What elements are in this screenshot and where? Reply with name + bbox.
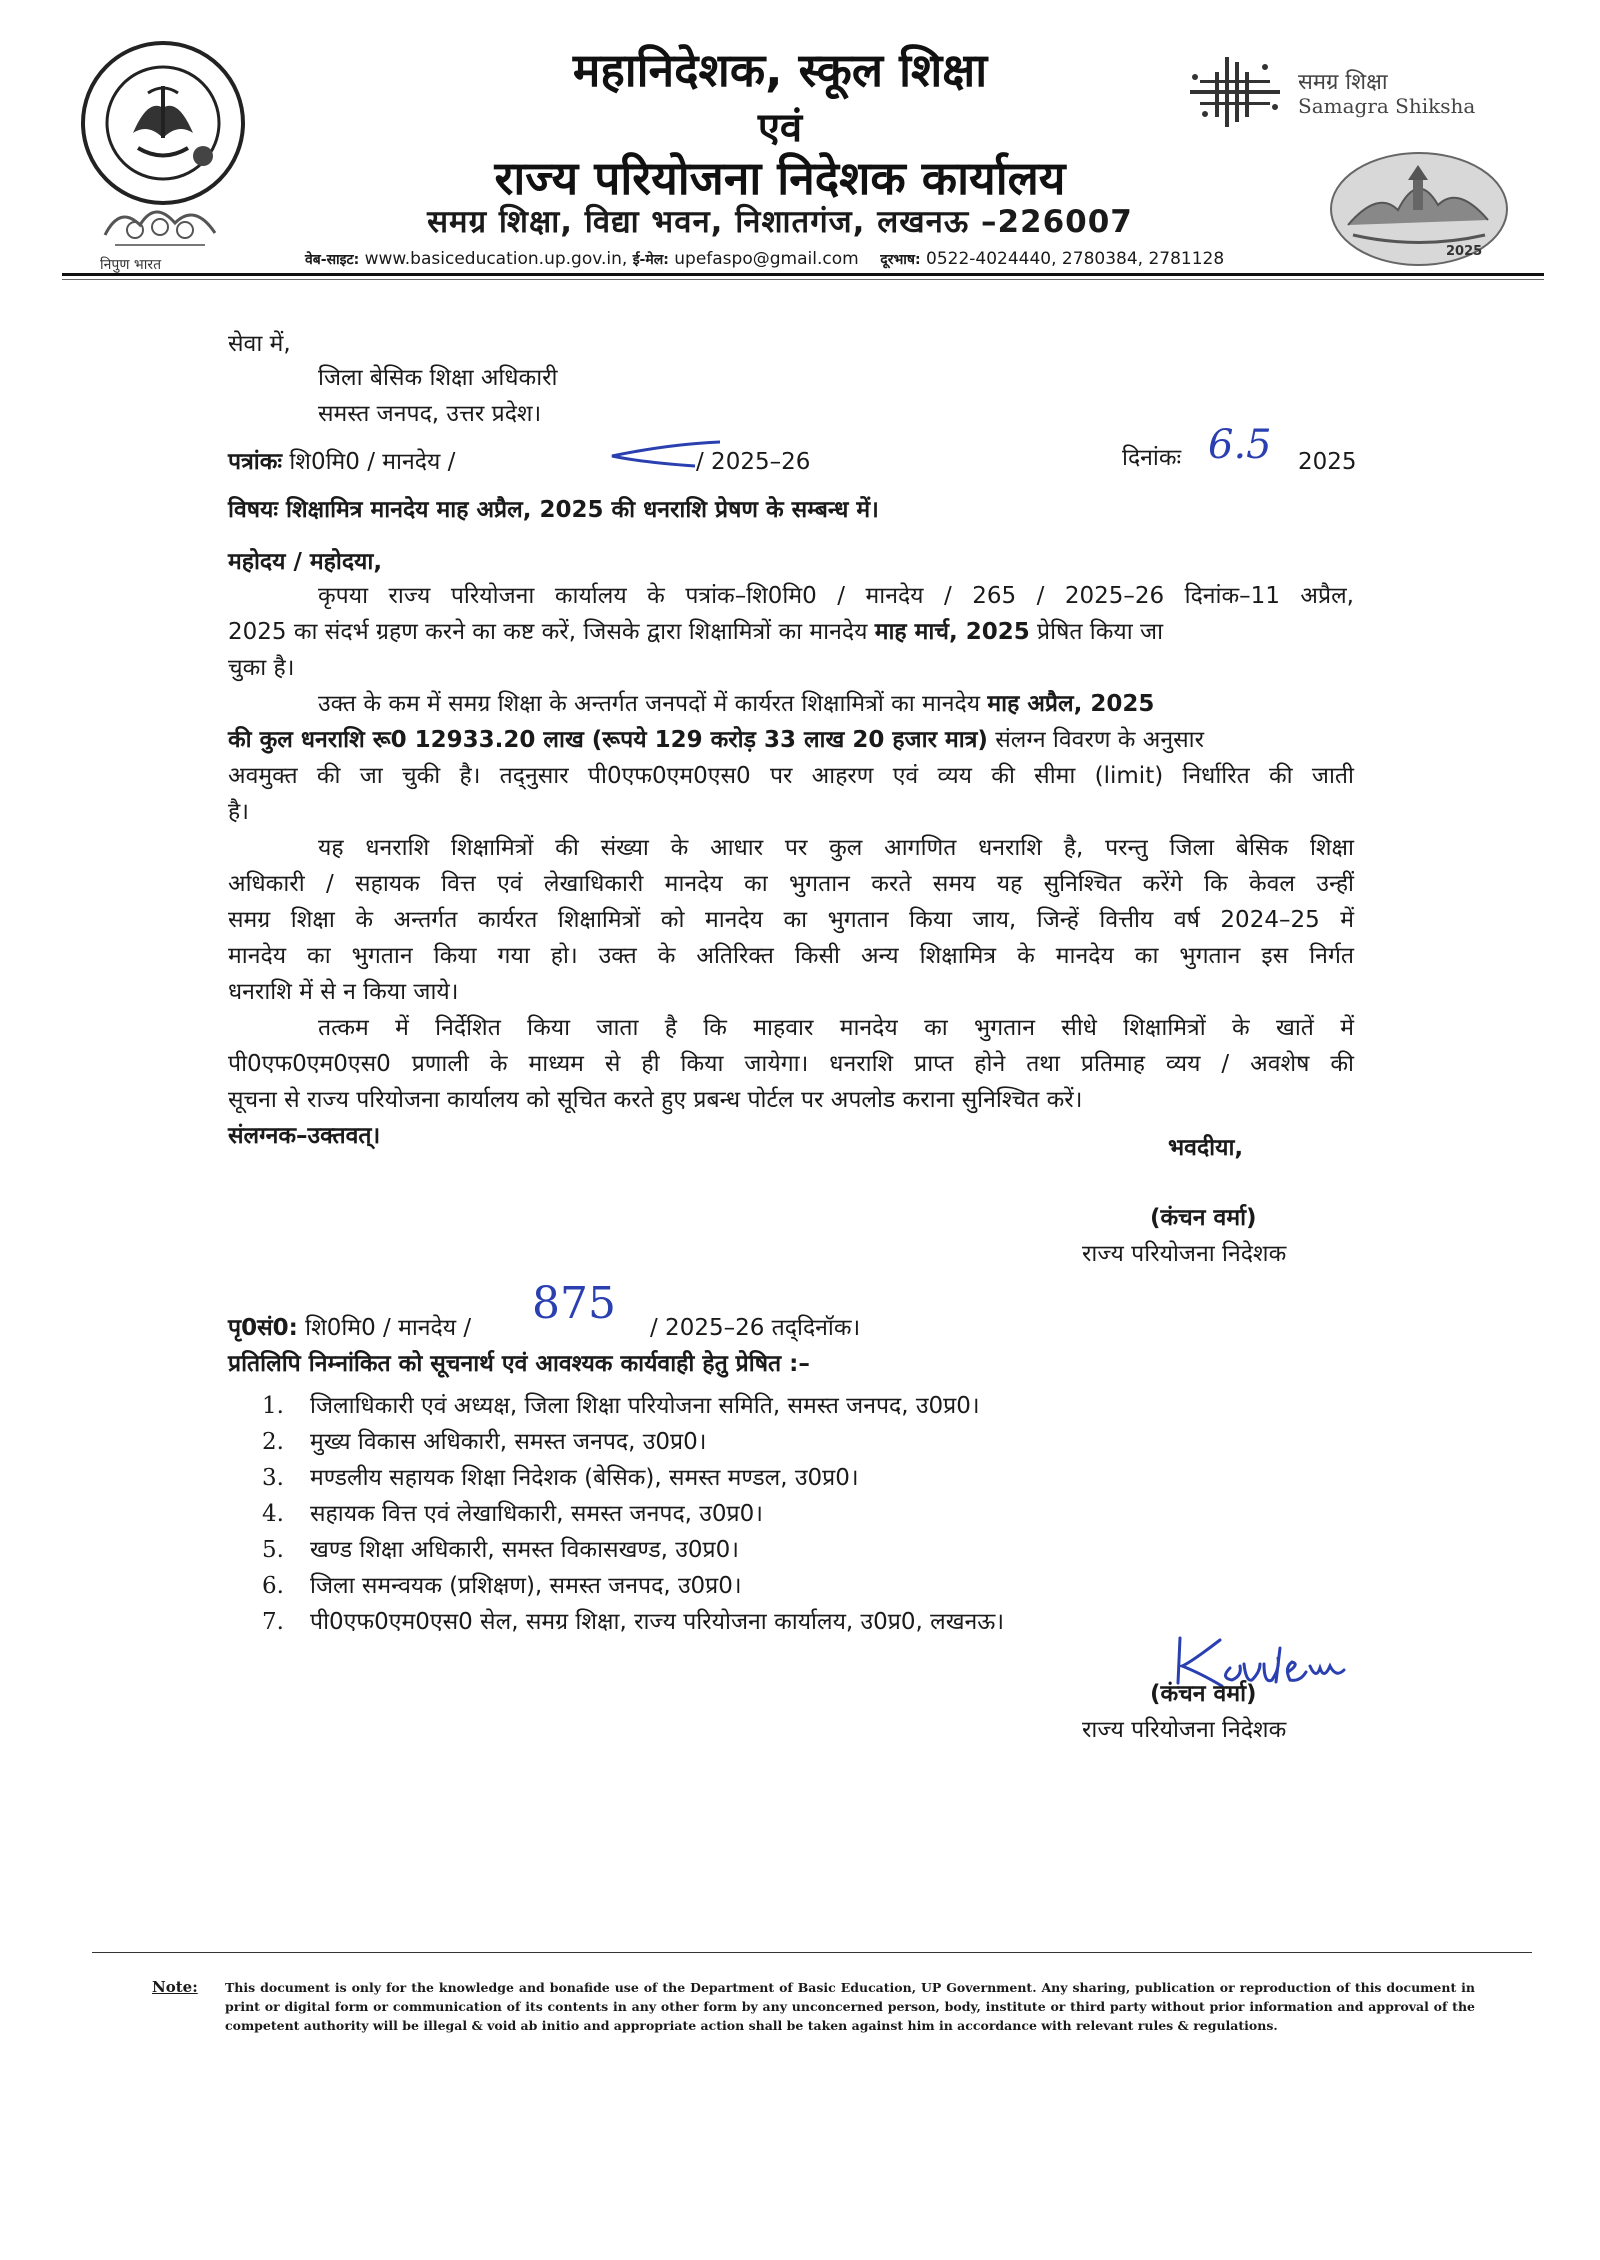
office-address: समग्र शिक्षा, विद्या भवन, निशातगंज, लखनऊ –226007 <box>427 204 1133 240</box>
list-item-text: सहायक वित्त एवं लेखाधिकारी, समस्त जनपद, उ0प्र0। <box>310 1501 763 1527</box>
website-label: वेब-साइट: <box>305 252 360 268</box>
p1-line-2-text: 2025 का संदर्भ ग्रहण करने का कष्ट करें, जिसके द्वारा शिक्षामित्रों का मानदेय <box>228 619 868 645</box>
header-divider <box>62 273 1544 276</box>
phone-label: दूरभाष: <box>880 252 921 268</box>
email-link[interactable]: upefaspo@gmail.com <box>674 249 859 269</box>
list-item-number: 1. <box>262 1393 284 1419</box>
p1-line-2-end: प्रेषित किया जा <box>1037 619 1164 645</box>
signatory-title-1: राज्य परियोजना निदेशक <box>1082 1241 1287 1267</box>
list-item-text: पी0एफ0एम0एस0 सेल, समग्र शिक्षा, राज्य परियोजना कार्यालय, उ0प्र0, लखनऊ। <box>310 1609 1005 1635</box>
date-label: दिनांकः <box>1122 445 1182 471</box>
copy-heading: प्रतिलिपि निम्नांकित को सूचनार्थ एवं आवश्यक कार्यवाही हेतु प्रेषित :– <box>228 1351 810 1377</box>
office-title-line-1: महानिदेशक, स्कूल शिक्षा <box>572 43 988 97</box>
list-item <box>262 1532 739 1568</box>
website-link[interactable]: www.basiceducation.up.gov.in, <box>364 249 628 269</box>
list-item <box>262 1604 1004 1640</box>
signatory-name-1: (कंचन वर्मा) <box>1150 1205 1257 1231</box>
samagra-shiksha-english-label: Samagra Shiksha <box>1298 94 1476 118</box>
list-item-text: मुख्य विकास अधिकारी, समस्त जनपद, उ0प्र0। <box>310 1429 707 1455</box>
kumbh-year-label: 2025 <box>1446 244 1483 259</box>
phone-numbers: 0522-4024440, 2780384, 2781128 <box>926 249 1225 269</box>
p4-line-2: पी0एफ0एम0एस0 प्रणाली के माध्यम से ही किया जायेगा। धनराशि प्राप्त होने तथा प्रतिमाह व्यय / अवशेष की <box>228 1051 1354 1077</box>
samagra-shiksha-logo-icon <box>1185 52 1285 132</box>
list-item <box>262 1388 980 1424</box>
office-title-line-2: एवं <box>757 105 803 151</box>
list-item-number: 4. <box>262 1501 284 1527</box>
reference-label: पत्रांकः <box>228 449 283 475</box>
p3-line-5: धनराशि में से न किया जाये। <box>228 979 459 1005</box>
list-item-number: 6. <box>262 1573 284 1599</box>
p2-line-1 <box>318 686 1154 722</box>
p2-line-4: है। <box>228 799 249 825</box>
p1-line-2 <box>228 614 1163 650</box>
p2-line-2-bold: की कुल धनराशि रू0 12933.20 लाख (रूपये 129 करोड़ 33 लाख 20 हजार मात्र) <box>228 727 988 753</box>
office-title-line-3: राज्य परियोजना निदेशक कार्यालय <box>494 151 1066 205</box>
samagra-shiksha-hindi-label: समग्र शिक्षा <box>1298 70 1388 95</box>
p2-line-1-bold: माह अप्रैल, 2025 <box>987 691 1155 717</box>
date-handwritten: 6.5 <box>1208 422 1272 468</box>
signatory-name-2: (कंचन वर्मा) <box>1150 1681 1257 1707</box>
p1-line-2-bold: माह मार्च, 2025 <box>874 619 1030 645</box>
to-line-1: सेवा में, <box>228 331 291 357</box>
p2-line-2 <box>228 722 1204 758</box>
up-government-emblem-icon <box>78 38 248 208</box>
p4-line-1: तत्कम में निर्देशित किया जाता है कि माहवार मानदेय का भुगतान सीधे शिक्षामित्रों के खातें में <box>318 1015 1354 1041</box>
to-line-3: समस्त जनपद, उत्तर प्रदेश। <box>318 401 542 427</box>
list-item-number: 7. <box>262 1609 284 1635</box>
list-item-text: खण्ड शिक्षा अधिकारी, समस्त विकासखण्ड, उ0प्र0। <box>310 1537 739 1563</box>
subject-line: विषयः शिक्षामित्र मानदेय माह अप्रैल, 2025 की धनराशि प्रेषण के सम्बन्ध में। <box>228 497 879 523</box>
p1-line-3: चुका है। <box>228 655 295 681</box>
copy-ref-label: पृ0सं0: <box>228 1315 298 1341</box>
p2-line-2-end: संलग्न विवरण के अनुसार <box>995 727 1205 753</box>
p2-line-3: अवमुक्त की जा चुकी है। तद्नुसार पी0एफ0एम0एस0 पर आहरण एवं व्यय की सीमा (limit) निर्धारित की जाती <box>228 763 1354 789</box>
list-item-text: मण्डलीय सहायक शिक्षा निदेशक (बेसिक), समस्त मण्डल, उ0प्र0। <box>310 1465 859 1491</box>
list-item <box>262 1496 763 1532</box>
footer-divider <box>92 1952 1532 1953</box>
p3-line-3: समग्र शिक्षा के अन्तर्गत कार्यरत शिक्षामित्रों को मानदेय का भुगतान किया जाय, जिन्हें वित्तीय वर्ष 2024–25 में <box>228 907 1354 933</box>
footer-disclaimer: This document is only for the knowledge and bonafide use of the Department of Basic Education, UP Government. Any sharing, publication or reproduction of this document in print or digital form or communication of its contents in any other form by any unconcerned person, body, institute or third party without prior information and approval of the competent authority will be illegal & void ab initio and appropriate action shall be taken against him in accordance with relevant rules & regulations. <box>225 1980 1475 2033</box>
list-item-number: 5. <box>262 1537 284 1563</box>
p3-line-2: अधिकारी / सहायक वित्त एवं लेखाधिकारी मानदेय का भुगतान करते समय यह सुनिश्चित करेंगे कि केवल उन्हीं <box>228 871 1354 897</box>
to-line-2: जिला बेसिक शिक्षा अधिकारी <box>318 365 558 391</box>
p2-line-1-text: उक्त के कम में समग्र शिक्षा के अन्तर्गत जनपदों में कार्यरत शिक्षामित्रों का मानदेय <box>318 691 981 717</box>
list-item-text: जिला समन्वयक (प्रशिक्षण), समस्त जनपद, उ0प्र0। <box>310 1573 742 1599</box>
enclosure-note: संलग्नक–उक्तवत्। <box>228 1123 381 1149</box>
list-item-text: जिलाधिकारी एवं अध्यक्ष, जिला शिक्षा परियोजना समिति, समस्त जनपद, उ0प्र0। <box>310 1393 980 1419</box>
copy-ref-handwritten: 875 <box>532 1278 616 1329</box>
p3-line-4: मानदेय का भुगतान किया गया हो। उक्त के अतिरिक्त किसी अन्य शिक्षामित्र के मानदेय का भुगतान इस निर्गत <box>228 943 1354 969</box>
p4-line-3: सूचना से राज्य परियोजना कार्यालय को सूचित करते हुए प्रबन्ध पोर्टल पर अपलोड कराना सुनिश्चित करें। <box>228 1087 1083 1113</box>
list-item-number: 3. <box>262 1465 284 1491</box>
copy-ref-prefix: शि0मि0 / मानदेय / <box>305 1315 472 1341</box>
contact-line <box>305 249 1345 269</box>
nipun-bharat-label: निपुण भारत <box>100 257 162 273</box>
header-divider-thin <box>62 279 1544 280</box>
footer-note-label: Note: <box>152 1978 198 1996</box>
reference-suffix: / 2025–26 <box>696 449 811 475</box>
reference-number <box>228 444 455 480</box>
signatory-title-2: राज्य परियोजना निदेशक <box>1082 1717 1287 1743</box>
list-item <box>262 1460 859 1496</box>
date-year: 2025 <box>1298 449 1357 475</box>
nipun-bharat-logo-icon <box>95 195 225 255</box>
p3-line-1: यह धनराशि शिक्षामित्रों की संख्या के आधार पर कुल आगणित धनराशि है, परन्तु जिला बेसिक शिक्षा <box>318 835 1354 861</box>
closing: भवदीया, <box>1168 1135 1244 1161</box>
maha-kumbh-logo-icon <box>1328 150 1510 268</box>
email-label: ई-मेल: <box>632 252 669 268</box>
copy-ref-suffix: / 2025–26 तद्‌दिनॉक। <box>650 1315 861 1341</box>
salutation: महोदय / महोदया, <box>228 549 383 575</box>
p1-line-1: कृपया राज्य परियोजना कार्यालय के पत्रांक–शि0मि0 / मानदेय / 265 / 2025–26 दिनांक–11 अप्रैल, <box>318 583 1354 609</box>
reference-prefix: शि0मि0 / मानदेय / <box>289 449 456 475</box>
list-item-number: 2. <box>262 1429 284 1455</box>
list-item <box>262 1424 706 1460</box>
list-item <box>262 1568 742 1604</box>
copy-reference <box>228 1310 471 1346</box>
